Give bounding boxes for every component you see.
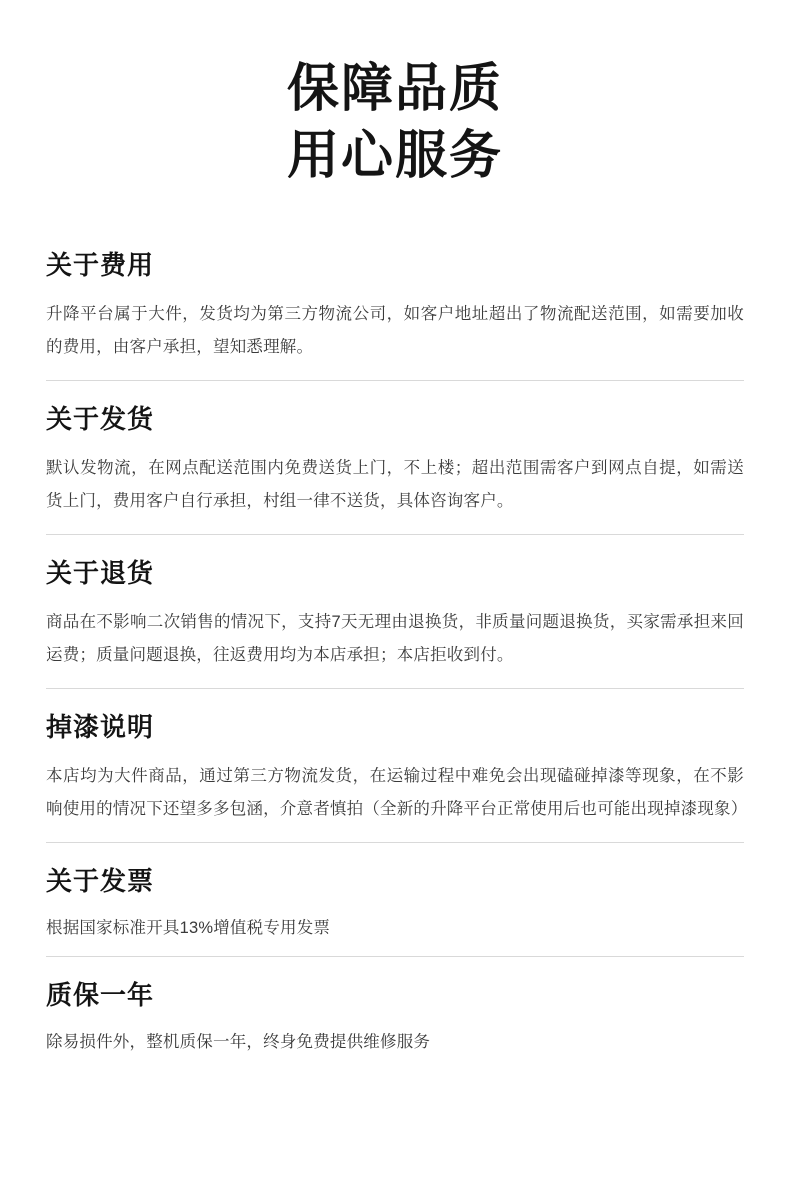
section-heading: 关于发票: [46, 866, 155, 897]
section-heading: 关于发货: [46, 404, 155, 435]
section-text: 除易损件外，整机质保一年，终身免费提供维修服务: [46, 1032, 431, 1051]
section-text: 根据国家标准开具13%增值税专用发票: [46, 919, 331, 938]
section-heading: 关于退货: [46, 558, 155, 589]
page-title: [46, 0, 744, 189]
policy-section-fees: [46, 243, 744, 380]
policy-section-list: [46, 243, 748, 1069]
section-text: 升降平台属于大件，发货均为第三方物流公司，如客户地址超出了物流配送范围，如需要加收的费用，由客户承担，望知悉理解。: [46, 305, 744, 357]
policy-section-returns: [46, 534, 744, 688]
section-text: 商品在不影响二次销售的情况下，支持7天无理由退换货，非质量问题退换货，买家需承担来回运费；质量问题退换，往返费用均为本店承担；本店拒收到付。: [46, 613, 744, 665]
section-text: 本店均为大件商品，通过第三方物流发货，在运输过程中难免会出现磕碰掉漆等现象，在不影响使用的情况下还望多多包涵，介意者慎拍（全新的升降平台正常使用后也可能出现掉漆现象）: [46, 767, 748, 819]
section-heading: 质保一年: [46, 979, 155, 1010]
section-text: 默认发物流，在网点配送范围内免费送货上门，不上楼；超出范围需客户到网点自提，如需送货上门，费用客户自行承担，村组一律不送货，具体咨询客户。: [46, 459, 744, 511]
section-heading: 关于费用: [46, 250, 155, 281]
page-title-line-2: 用心服务: [286, 126, 503, 185]
policy-section-invoice: [46, 842, 744, 956]
policy-section-shipping: [46, 380, 744, 534]
page-title-line-1: 保障品质: [286, 60, 503, 118]
section-heading: 掉漆说明: [46, 712, 155, 743]
policy-section-warranty: [46, 956, 744, 1070]
policy-section-paint-chipping: [46, 688, 748, 842]
